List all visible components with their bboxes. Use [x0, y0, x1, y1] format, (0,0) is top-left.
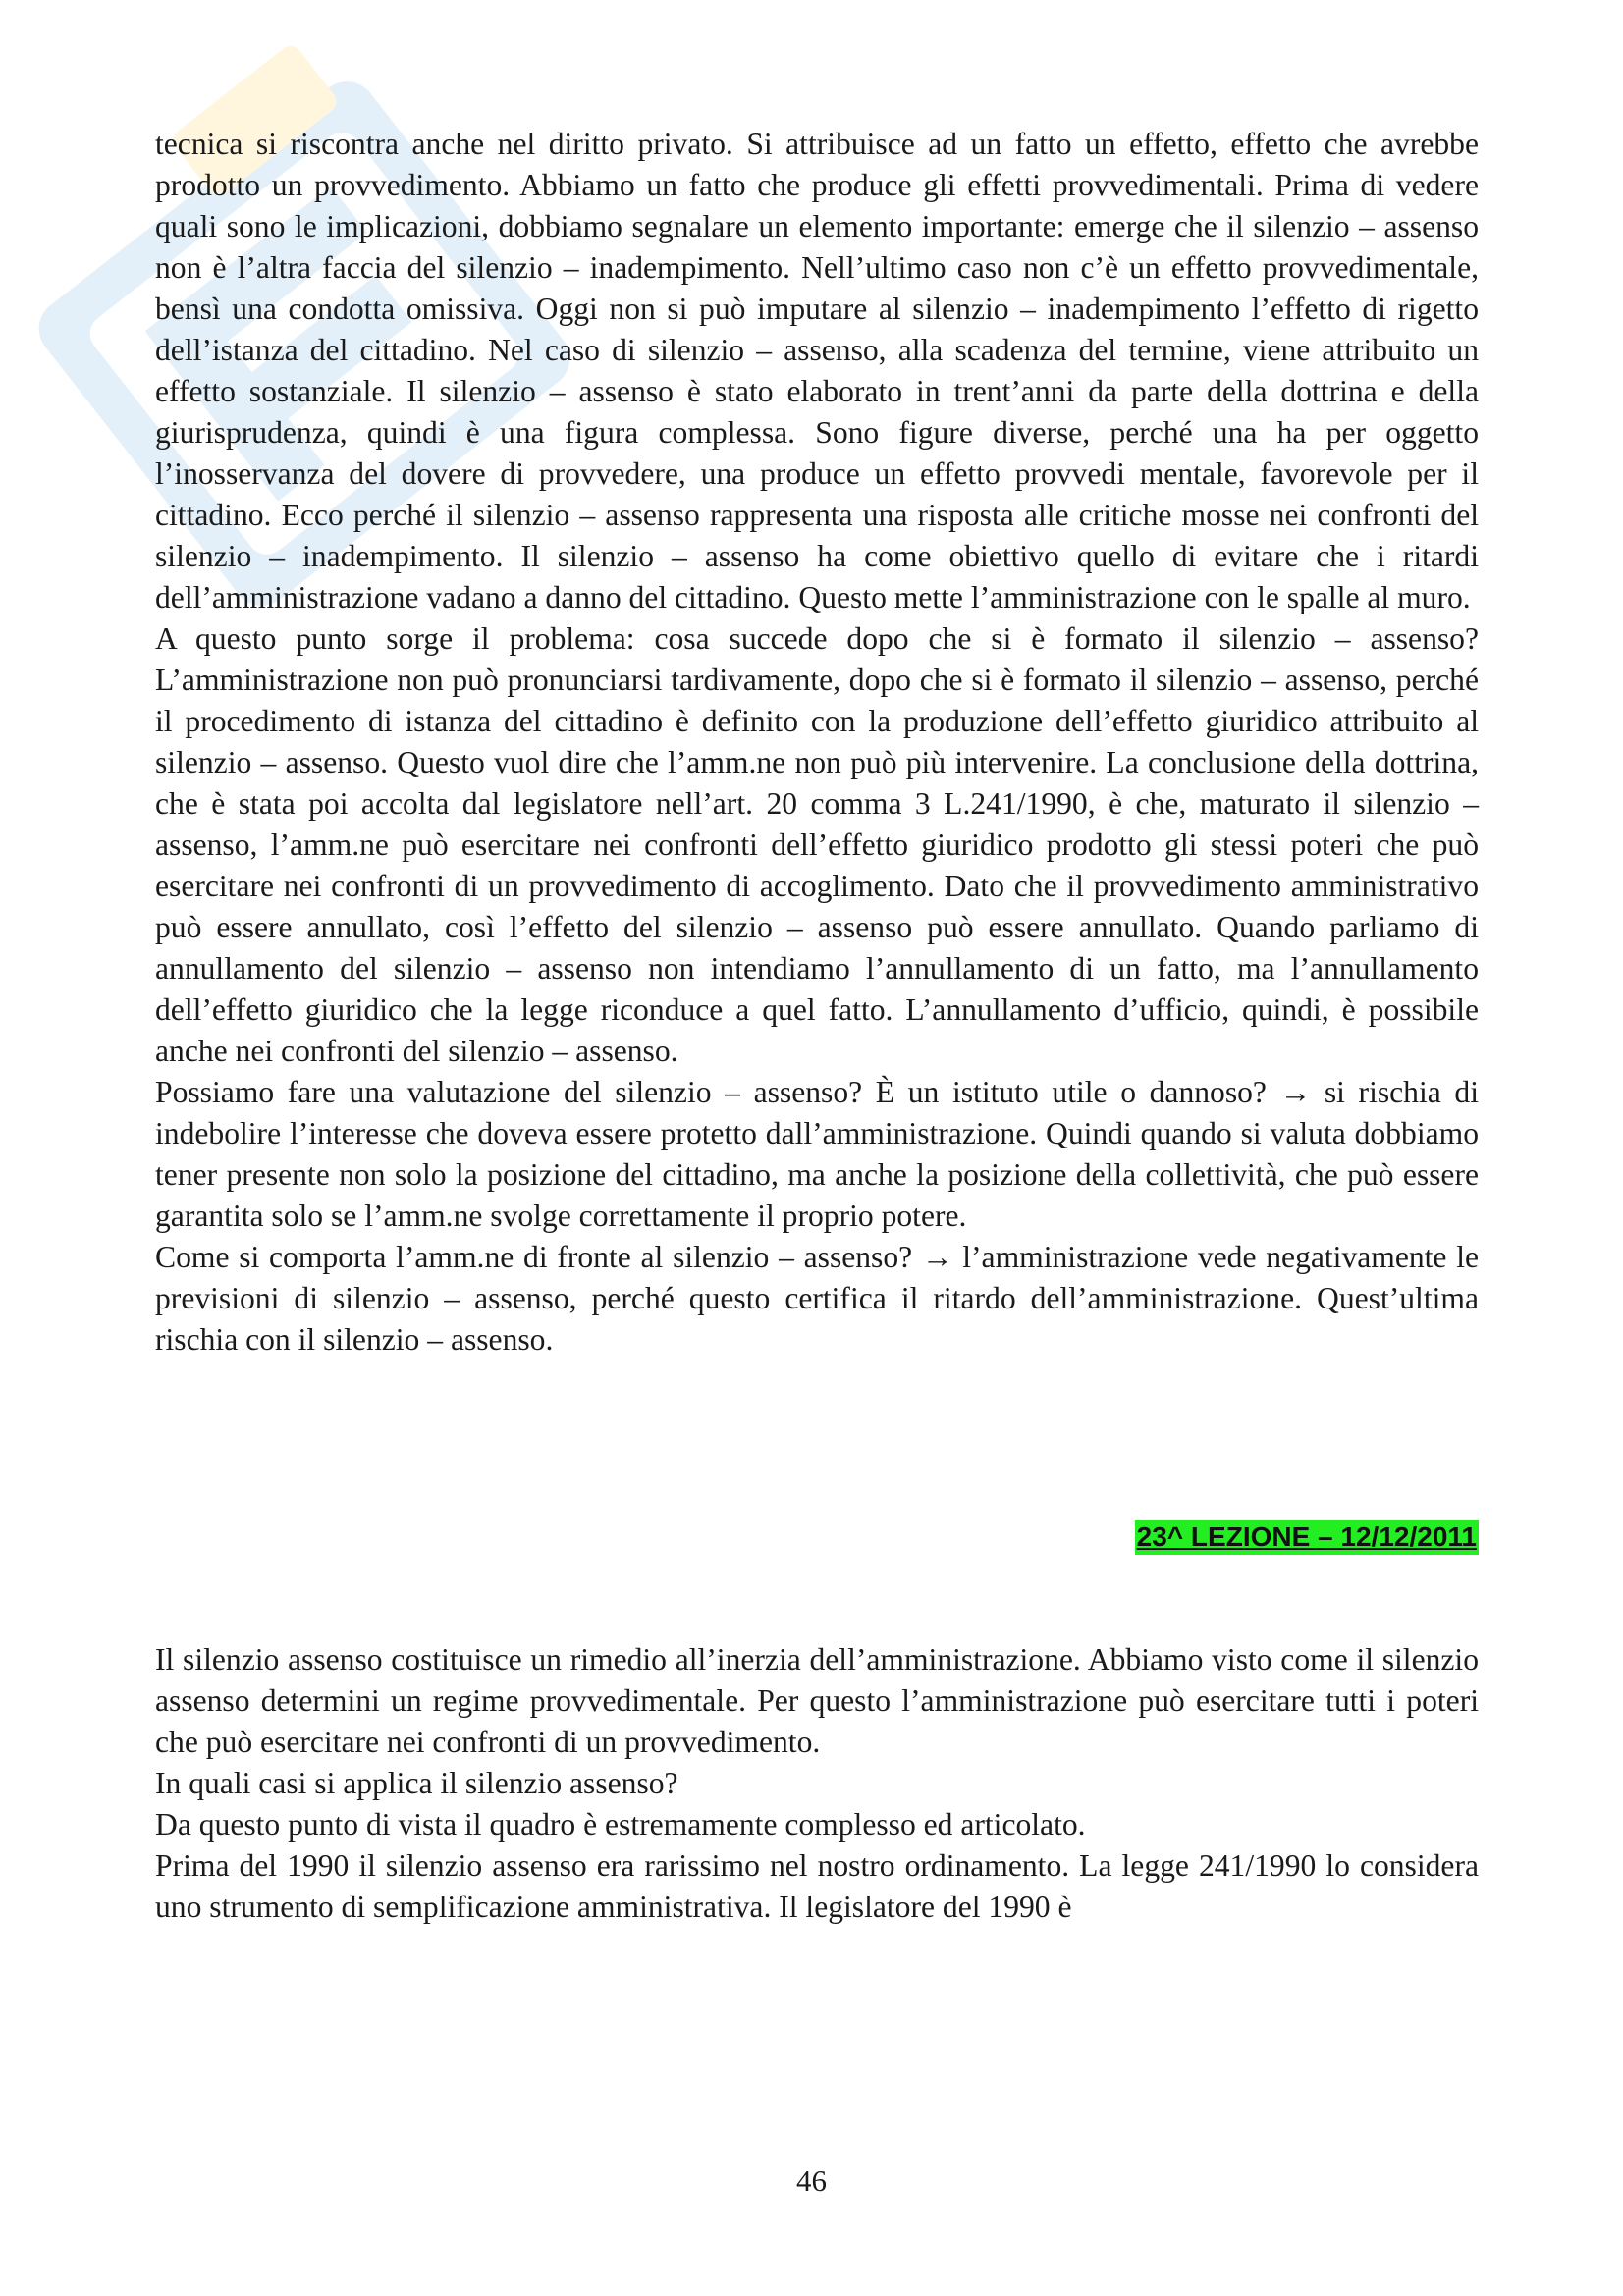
paragraph: Il silenzio assenso costituisce un rimedio all’inerzia dell’amministrazione. Abbiamo visto come il silenzio assenso determini un regime provvedimentale. Per questo l’amministrazione può esercitare tutti i poteri che può esercitare nei confronti di un provvedimento. — [155, 1642, 1479, 1759]
lesson-heading: 23^ LEZIONE – 12/12/2011 — [1135, 1520, 1479, 1555]
section-one — [155, 124, 1479, 1361]
section-two — [155, 1639, 1479, 1928]
document-page — [155, 124, 1479, 1928]
paragraph: Come si comporta l’amm.ne di fronte al silenzio – assenso? → l’amministrazione vede negativamente le previsioni di silenzio – assenso, perché questo certifica il ritardo dell’amministrazione. Quest’ultima rischia con il silenzio – assenso. — [155, 1240, 1479, 1357]
paragraph: Prima del 1990 il silenzio assenso era rarissimo nel nostro ordinamento. La legge 241/1990 lo considera uno strumento di semplificazione amministrativa. Il legislatore del 1990 è — [155, 1848, 1479, 1924]
paragraph: Possiamo fare una valutazione del silenzio – assenso? È un istituto utile o dannoso? → si rischia di indebolire l’interesse che doveva essere protetto dall’amministrazione. Quindi quando si valuta dobbiamo tener presente non solo la posizione del cittadino, ma anche la posizione della collettività, che può essere garantita solo se l’amm.ne svolge correttamente il proprio potere. — [155, 1075, 1479, 1233]
lesson-heading-row — [155, 1520, 1479, 1561]
paragraph: Da questo punto di vista il quadro è estremamente complesso ed articolato. — [155, 1807, 1086, 1842]
page-number: 46 — [796, 2163, 827, 2198]
paragraph: tecnica si riscontra anche nel diritto privato. Si attribuisce ad un fatto un effetto, effetto che avrebbe prodotto un provvedimento. Abbiamo un fatto che produce gli effetti provvedimentali. Prima di vedere quali sono le implicazioni, dobbiamo segnalare un elemento importante: emerge che il silenzio – assenso non è l’altra faccia del silenzio – inadempimento. Nell’ultimo caso non c’è un effetto provvedimentale, bensì una condotta omissiva. Oggi non si può imputare al silenzio – inadempimento l’effetto di rigetto dell’istanza del cittadino. Nel caso di silenzio – assenso, alla scadenza del termine, viene attribuito un effetto sostanziale. Il silenzio – assenso è stato elaborato in trent’anni da parte della dottrina e della giurisprudenza, quindi è una figura complessa. Sono figure diverse, perché una ha per oggetto l’inosservanza del dovere di provvedere, una produce un effetto provvedi mentale, favorevole per il cittadino. Ecco perché il silenzio – assenso rappresenta una risposta alle critiche mosse nei confronti del silenzio – inadempimento. Il silenzio – assenso ha come obiettivo quello di evitare che i ritardi dell’amministrazione vadano a danno del cittadino. Questo mette l’amministrazione con le spalle al muro. — [155, 127, 1479, 614]
paragraph: In quali casi si applica il silenzio assenso? — [155, 1766, 678, 1800]
paragraph: A questo punto sorge il problema: cosa succede dopo che si è formato il silenzio – assenso? L’amministrazione non può pronunciarsi tardivamente, dopo che si è formato il silenzio – assenso, perché il procedimento di istanza del cittadino è definito con la produzione dell’effetto giuridico attribuito al silenzio – assenso. Questo vuol dire che l’amm.ne non può più intervenire. La conclusione della dottrina, che è stata poi accolta dal legislatore nell’art. 20 comma 3 L.241/1990, è che, maturato il silenzio – assenso, l’amm.ne può esercitare nei confronti dell’effetto giuridico prodotto gli stessi poteri che può esercitare nei confronti di un provvedimento di accoglimento. Dato che il provvedimento amministrativo può essere annullato, così l’effetto del silenzio – assenso può essere annullato. Quando parliamo di annullamento del silenzio – assenso non intendiamo l’annullamento di un fatto, ma l’annullamento dell’effetto giuridico che la legge riconduce a quel fatto. L’annullamento d’ufficio, quindi, è possibile anche nei confronti del silenzio – assenso. — [155, 621, 1479, 1068]
